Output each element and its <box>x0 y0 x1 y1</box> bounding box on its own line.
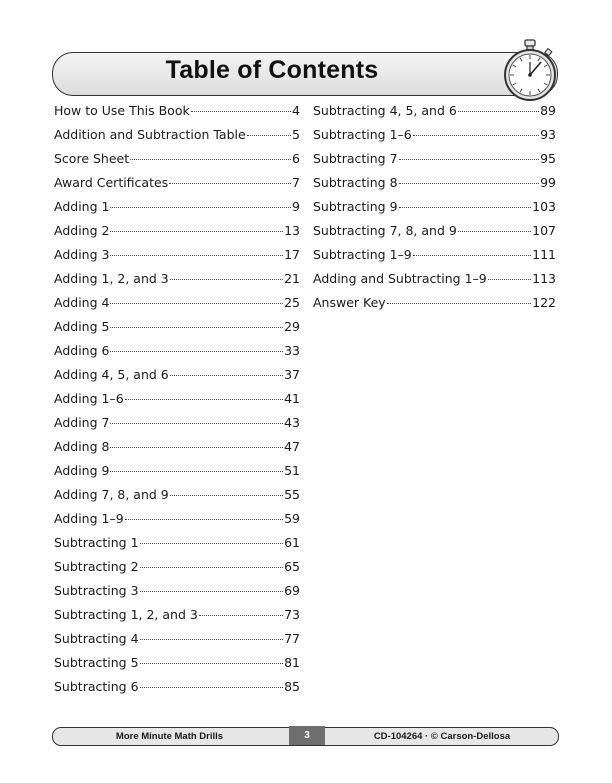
toc-entry-label: Adding 1–9 <box>54 511 124 526</box>
dot-leader <box>125 399 283 400</box>
toc-entry-label: Adding 9 <box>54 463 110 478</box>
page-title: Table of Contents <box>165 56 379 84</box>
toc-entry-page: 99 <box>540 175 556 190</box>
toc-entry-page: 6 <box>292 151 300 166</box>
toc-entry-label: Score Sheet <box>54 151 130 166</box>
dot-leader <box>140 591 284 592</box>
toc-entry <box>54 411 300 435</box>
toc-entry-label: Subtracting 1–9 <box>313 247 412 262</box>
dot-leader <box>130 159 291 160</box>
toc-entry-label: Adding 6 <box>54 343 110 358</box>
toc-entry-page: 47 <box>284 439 300 454</box>
toc-entry-label: How to Use This Book <box>54 103 190 118</box>
toc-entry-page: 25 <box>284 295 300 310</box>
footer-page-number: 3 <box>289 726 325 745</box>
toc-entry-label: Adding 7 <box>54 415 110 430</box>
toc-entry <box>54 315 300 339</box>
toc-entry <box>54 363 300 387</box>
toc-entry <box>313 219 556 243</box>
toc-entry-label: Award Certificates <box>54 175 169 190</box>
dot-leader <box>191 111 291 112</box>
toc-entry-page: 85 <box>284 679 300 694</box>
toc-entry-label: Subtracting 6 <box>54 679 139 694</box>
toc-entry <box>54 459 300 483</box>
toc-entry <box>54 339 300 363</box>
toc-entry-label: Subtracting 1, 2, and 3 <box>54 607 198 622</box>
toc-entry <box>54 219 300 243</box>
toc-entry-label: Adding 1–6 <box>54 391 124 406</box>
dot-leader <box>199 615 283 616</box>
toc-entry-label: Subtracting 2 <box>54 559 139 574</box>
dot-leader <box>413 135 539 136</box>
dot-leader <box>110 351 283 352</box>
toc-entry-label: Adding and Subtracting 1–9 <box>313 271 487 286</box>
dot-leader <box>140 663 284 664</box>
toc-entry-page: 9 <box>292 199 300 214</box>
toc-entry-page: 33 <box>284 343 300 358</box>
toc-entry-label: Adding 4, 5, and 6 <box>54 367 169 382</box>
toc-entry <box>313 99 556 123</box>
toc-entry <box>313 243 556 267</box>
toc-entry-label: Subtracting 1–6 <box>313 127 412 142</box>
dot-leader <box>399 207 532 208</box>
dot-leader <box>140 687 284 688</box>
toc-entry <box>54 483 300 507</box>
dot-leader <box>110 207 291 208</box>
toc-entry-label: Subtracting 7, 8, and 9 <box>313 223 457 238</box>
toc-entry-page: 93 <box>540 127 556 142</box>
toc-entry-page: 107 <box>532 223 556 238</box>
toc-entry-page: 69 <box>284 583 300 598</box>
dot-leader <box>387 303 531 304</box>
toc-entry-page: 13 <box>284 223 300 238</box>
toc-entry <box>54 531 300 555</box>
dot-leader <box>110 423 283 424</box>
toc-entry-page: 17 <box>284 247 300 262</box>
toc-entry-page: 111 <box>532 247 556 262</box>
toc-entry-label: Subtracting 3 <box>54 583 139 598</box>
toc-entry-page: 41 <box>284 391 300 406</box>
toc-right-column <box>313 99 556 315</box>
toc-left-column <box>54 99 300 699</box>
toc-entry-page: 65 <box>284 559 300 574</box>
dot-leader <box>170 375 283 376</box>
toc-entry-page: 21 <box>284 271 300 286</box>
toc-entry-page: 51 <box>284 463 300 478</box>
toc-entry-page: 43 <box>284 415 300 430</box>
footer-publisher-info: CD-104264 · © Carson-Dellosa <box>373 731 511 742</box>
dot-leader <box>170 279 283 280</box>
dot-leader <box>110 303 283 304</box>
toc-entry-label: Subtracting 9 <box>313 199 398 214</box>
toc-entry-label: Subtracting 8 <box>313 175 398 190</box>
toc-entry <box>54 291 300 315</box>
toc-entry <box>313 171 556 195</box>
dot-leader <box>399 159 540 160</box>
toc-entry-page: 59 <box>284 511 300 526</box>
toc-entry-label: Adding 4 <box>54 295 110 310</box>
toc-entry-label: Subtracting 7 <box>313 151 398 166</box>
toc-entry-label: Adding 2 <box>54 223 110 238</box>
toc-entry <box>54 99 300 123</box>
toc-entry-page: 103 <box>532 199 556 214</box>
toc-entry-page: 7 <box>292 175 300 190</box>
dot-leader <box>413 255 531 256</box>
toc-entry <box>54 123 300 147</box>
toc-entry-label: Adding 3 <box>54 247 110 262</box>
toc-entry <box>54 579 300 603</box>
footer-book-title: More Minute Math Drills <box>115 731 224 742</box>
dot-leader <box>458 111 539 112</box>
toc-entry <box>54 675 300 699</box>
dot-leader <box>110 327 283 328</box>
toc-entry <box>54 435 300 459</box>
dot-leader <box>170 495 283 496</box>
toc-entry-page: 4 <box>292 103 300 118</box>
toc-entry <box>54 627 300 651</box>
toc-entry-label: Subtracting 1 <box>54 535 139 550</box>
dot-leader <box>140 639 284 640</box>
dot-leader <box>125 519 283 520</box>
toc-entry <box>54 195 300 219</box>
toc-entry-label: Adding 1, 2, and 3 <box>54 271 169 286</box>
dot-leader <box>399 183 540 184</box>
dot-leader <box>110 447 283 448</box>
dot-leader <box>110 255 283 256</box>
toc-entry-label: Adding 8 <box>54 439 110 454</box>
toc-entry-label: Subtracting 4, 5, and 6 <box>313 103 457 118</box>
toc-entry-label: Adding 5 <box>54 319 110 334</box>
toc-entry-page: 5 <box>292 127 300 142</box>
toc-entry-page: 55 <box>284 487 300 502</box>
toc-entry-page: 122 <box>532 295 556 310</box>
toc-entry <box>54 603 300 627</box>
dot-leader <box>140 567 284 568</box>
toc-entry <box>54 243 300 267</box>
toc-entry-page: 73 <box>284 607 300 622</box>
dot-leader <box>140 543 284 544</box>
toc-entry-page: 61 <box>284 535 300 550</box>
toc-entry-page: 37 <box>284 367 300 382</box>
toc-entry <box>313 291 556 315</box>
toc-entry-page: 89 <box>540 103 556 118</box>
toc-entry <box>54 387 300 411</box>
toc-entry-label: Adding 7, 8, and 9 <box>54 487 169 502</box>
toc-entry <box>313 123 556 147</box>
toc-entry <box>54 507 300 531</box>
dot-leader <box>110 471 283 472</box>
dot-leader <box>488 279 531 280</box>
toc-entry-page: 81 <box>284 655 300 670</box>
toc-entry-page: 113 <box>532 271 556 286</box>
toc-entry <box>313 195 556 219</box>
toc-entry <box>54 651 300 675</box>
toc-entry-label: Answer Key <box>313 295 386 310</box>
toc-entry-page: 29 <box>284 319 300 334</box>
toc-entry-page: 95 <box>540 151 556 166</box>
toc-entry <box>54 147 300 171</box>
dot-leader <box>110 231 283 232</box>
toc-entry-label: Addition and Subtraction Table <box>54 127 246 142</box>
toc-entry <box>54 555 300 579</box>
toc-entry-page: 77 <box>284 631 300 646</box>
toc-entry-label: Subtracting 5 <box>54 655 139 670</box>
toc-entry <box>313 267 556 291</box>
toc-entry <box>54 267 300 291</box>
dot-leader <box>458 231 531 232</box>
toc-entry-label: Subtracting 4 <box>54 631 139 646</box>
dot-leader <box>169 183 291 184</box>
toc-entry <box>313 147 556 171</box>
stopwatch-icon <box>498 38 562 102</box>
toc-entry-label: Adding 1 <box>54 199 110 214</box>
toc-entry <box>54 171 300 195</box>
dot-leader <box>247 135 291 136</box>
